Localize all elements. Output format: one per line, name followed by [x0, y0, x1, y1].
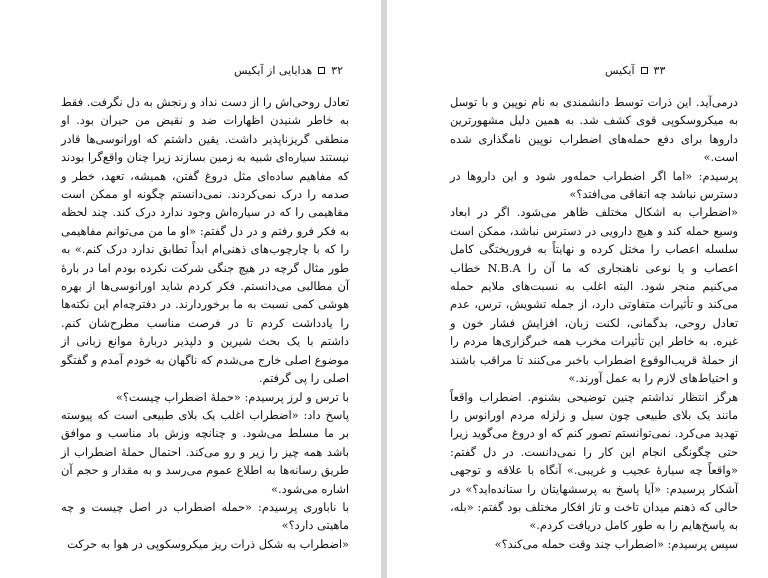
right-page-number: ۳۳: [653, 64, 666, 77]
paragraph: سپس پرسیدم: «اضطراب چند وقت حمله می‌کند؟»: [494, 536, 738, 551]
right-header-title: آیکیس: [605, 64, 635, 77]
right-page-body: [450, 93, 738, 553]
left-page-number: ۳۲: [331, 64, 343, 77]
paragraph: با ناباوری پرسیدم: «حمله اضطراب در اصل چیست و چه ماهیتی دارد؟»: [61, 499, 349, 533]
paragraph: با ترس و لرز پرسیدم: «حملهٔ اضطراب چیست؟»: [115, 389, 349, 404]
left-page: [0, 0, 381, 578]
right-page-header: [605, 64, 665, 77]
left-page-body: [61, 93, 349, 553]
header-square-icon: [318, 67, 325, 74]
paragraph: «اضطراب به اشکال مختلف ظاهر می‌شود. اگر در ابعاد وسیع حمله کند و هیچ دارویی در دسترس نباشد، ممکن است سلسله اعصاب را مختل کرده و نهایتاً به فروریختگی کامل اعصاب و یا نوعی ناهنجاری که ما آن را N.B.A خطاب می‌کنیم منجر شود. البته اغلب به نسبت‌های ملایم حمله می‌کند و تأثیرات متفاوتی دارد، از جمله تشویش، ترس، عدم تعادل روحی، بدگمانی، لکنت زبان، افزایش فشار خون و غیره. به خاطر این تأثیرات مخرب همه خبرگزاری‌ها مردم را از حملهٔ قریب‌الوقوع اضطراب باخبر می‌کنند تا مراقب باشند و احتیاط‌های لازم را به عمل آورند.»: [450, 205, 739, 386]
left-page-header: [234, 64, 343, 77]
header-square-icon: [641, 67, 648, 74]
paragraph: «اضطراب به شکل ذرات ریز میکروسکوپی در هوا به حرکت: [67, 536, 349, 551]
right-page: [387, 0, 768, 578]
left-header-title: هدایایی از آیکیس: [234, 64, 313, 77]
paragraph: تعادل روحی‌اش را از دست نداد و رنجش به دل نگرفت. فقط به خاطر شنیدن اظهارات ضد و نقیض من حیران بود. او منطقی گریزناپذیر داشت. یقین داشتم که اورانوسی‌ها قادر نیستند سیاره‌ای شبیه به زمین بسازند زیرا چنان واقع‌گرا بودند که مفاهیم ساده‌ای مثل دروغ گفتن، همیشه، تعهد، خطر و صدمه را درک نمی‌کردند. نمی‌دانستم چگونه او ممکن است مفاهیمی را که در سیاره‌اش وجود ندارد درک کند. چند لحظه به فکر فرو رفتم و در دل گفتم: «او ما من می‌توانم مفاهیمی را که با چارچوب‌های ذهنی‌ام ابداً تطابق ندارد درک کنم.» به طور مثال گرچه در هیچ جنگی شرکت نکرده بودم اما در بارهٔ آن مطالبی می‌دانستم. فکر کردم شاید اورانوسی‌ها از بهره هوشی کمی نسبت به ما برخوردارند. در دفترچه‌ام این نکته‌ها را یادداشت کردم تا در فرصت مناسب مطرح‌شان کنم. داشتم با یک بحث شیرین و دلپذیر دربارهٔ موانع زبانی از موضوع اصلی خارج می‌شدم که ناگهان به خودم آمدم و گفتگو اصلی را پی گرفتم.: [61, 95, 349, 386]
paragraph: پرسیدم: «اما اگر اضطراب حمله‌ور شود و این داروها در دسترس نباشد چه اتفاقی می‌افتد؟»: [450, 168, 738, 202]
paragraph: درمی‌آید. این ذرات توسط دانشمندی به نام نوپین و با توسل به میکروسکوپی قوی کشف شد. به همین دلیل مشهورترین داروها برای دفع حمله‌های اضطراب نوپین نامگذاری شده است.»: [450, 95, 738, 165]
paragraph: پاسخ داد: «اضطراب اغلب یک بلای طبیعی است که پیوسته بر ما مسلط می‌شود. و چنانچه وزش باد مناسب و موافق باشد همه چیز را زیر و رو می‌کند. احتمال حملهٔ اضطراب از طریق رسانه‌ها به اطلاع عموم می‌رسد و به مقدار و حجم آن اشاره می‌شود.»: [61, 407, 349, 496]
paragraph: هرگز انتظار نداشتم چنین توضیحی بشنوم. اضطراب واقعاً مانند یک بلای طبیعی چون سیل و زلزله مردم اورانوس را تهدید می‌کرد. نمی‌توانستم تصور کنم که او دروغ می‌گوید زیرا حتی چگونگی انجام این کار را نمی‌دانست. در دل گفتم: «واقعاً چه سیارهٔ عجیب و غریبی.» آنگاه با علاقه و توجهی آشکار پرسیدم: «آیا پاسخ به پرسشهایتان را ستانده‌اید؟» در حالی که ذهنم میدان تاخت و تاز افکار مختلف بود گفتم: «بله، به پاسخ‌هایم را به طور کامل دریافت کردم.»: [450, 389, 738, 533]
